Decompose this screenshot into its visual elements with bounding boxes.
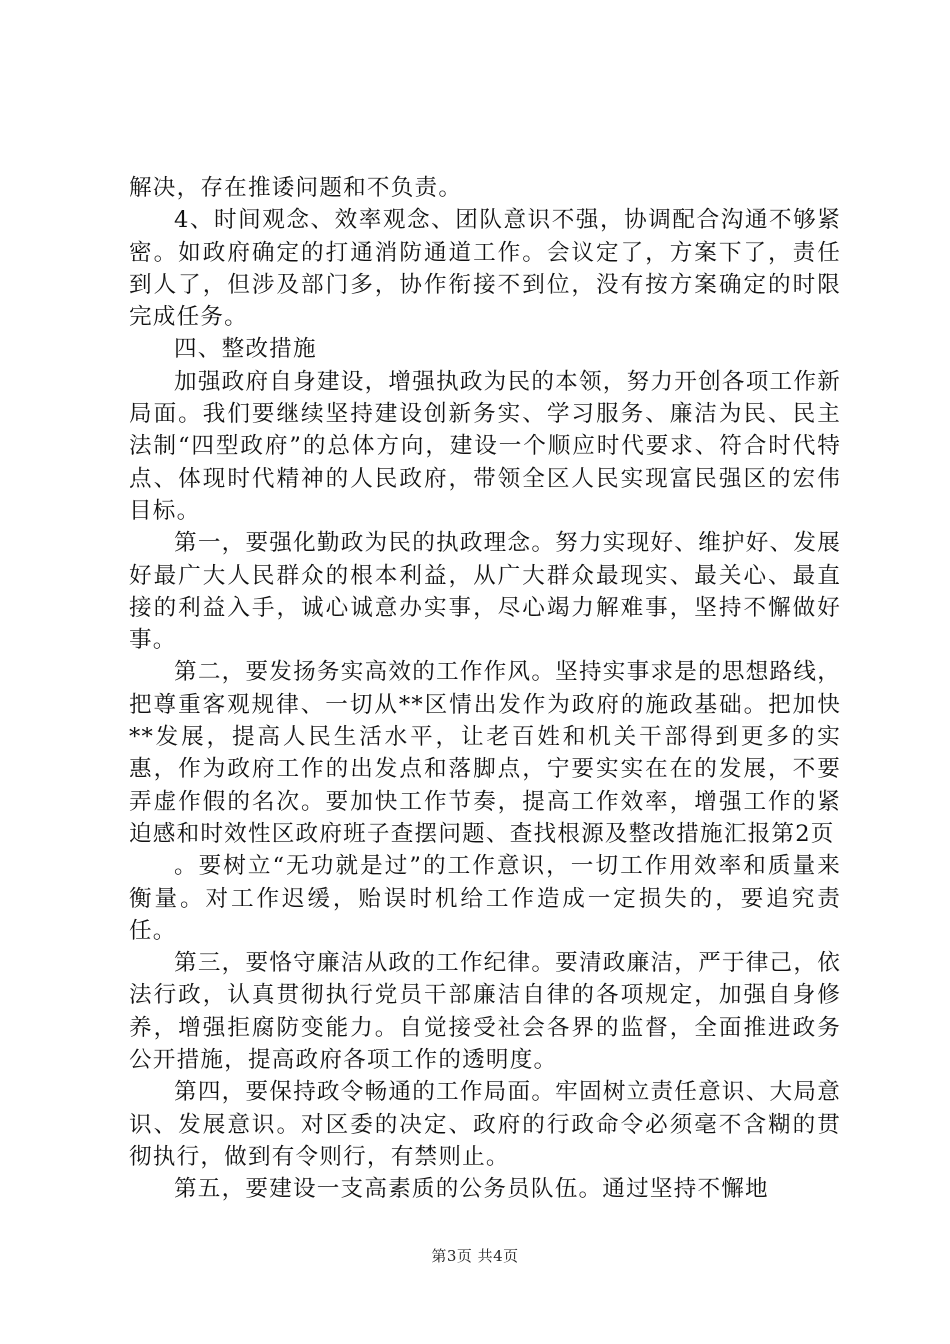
paragraph: 解决，存在推诿问题和不负责。 bbox=[129, 175, 463, 201]
paragraph: 第一，要强化勤政为民的执政理念。努力实现好、维护好、发展好最广大人民群众的根本利益，从广大群众最现实、最关心、最直接的利益入手，诚心诚意办实事，尽心竭力解难事，坚持不懈做好事。 bbox=[129, 530, 841, 654]
paragraph: 4、时间观念、效率观念、团队意识不强，协调配合沟通不够紧密。如政府确定的打通消防通道工作。会议定了，方案下了，责任到人了，但涉及部门多，协作衔接不到位，没有按方案确定的时限完成任务。 bbox=[129, 207, 841, 331]
paragraph: 加强政府自身建设，增强执政为民的本领，努力开创各项工作新局面。我们要继续坚持建设创新务实、学习服务、廉洁为民、民主法制“四型政府”的总体方向，建设一个顺应时代要求、符合时代特点、体现时代精神的人民政府，带领全区人民实现富民强区的宏伟目标。 bbox=[129, 368, 841, 524]
paragraph: 第五，要建设一支高素质的公务员队伍。通过坚持不懈地 bbox=[174, 1176, 769, 1203]
section-heading: 四、整改措施 bbox=[174, 336, 317, 363]
document-body bbox=[129, 172, 841, 1206]
page-number-label: 第3页 共4页 bbox=[431, 1247, 519, 1265]
paragraph: 。要树立“无功就是过”的工作意识，一切工作用效率和质量来衡量。对工作迟缓，贻误时机给工作造成一定损失的，要追究责任。 bbox=[129, 853, 841, 944]
page-footer bbox=[0, 1245, 950, 1266]
paragraph: 第二，要发扬务实高效的工作作风。坚持实事求是的思想路线，把尊重客观规律、一切从**区情出发作为政府的施政基础。把加快**发展，提高人民生活水平，让老百姓和机关干部得到更多的实惠，作为政府工作的出发点和落脚点，宁要实实在在的发展，不要弄虚作假的名次。要加快工作节奏，提高工作效率，增强工作的紧迫感和时效性区政府班子查摆问题、查找根源及整改措施汇报第2页 bbox=[129, 659, 841, 847]
paragraph: 第三，要恪守廉洁从政的工作纪律。要清政廉洁，严于律己，依法行政，认真贯彻执行党员干部廉洁自律的各项规定，加强自身修养，增强拒腐防变能力。自觉接受社会各界的监督，全面推进政务公开措施，提高政府各项工作的透明度。 bbox=[129, 950, 841, 1074]
paragraph: 第四，要保持政令畅通的工作局面。牢固树立责任意识、大局意识、发展意识。对区委的决定、政府的行政命令必须毫不含糊的贯彻执行，做到有令则行，有禁则止。 bbox=[129, 1079, 841, 1170]
